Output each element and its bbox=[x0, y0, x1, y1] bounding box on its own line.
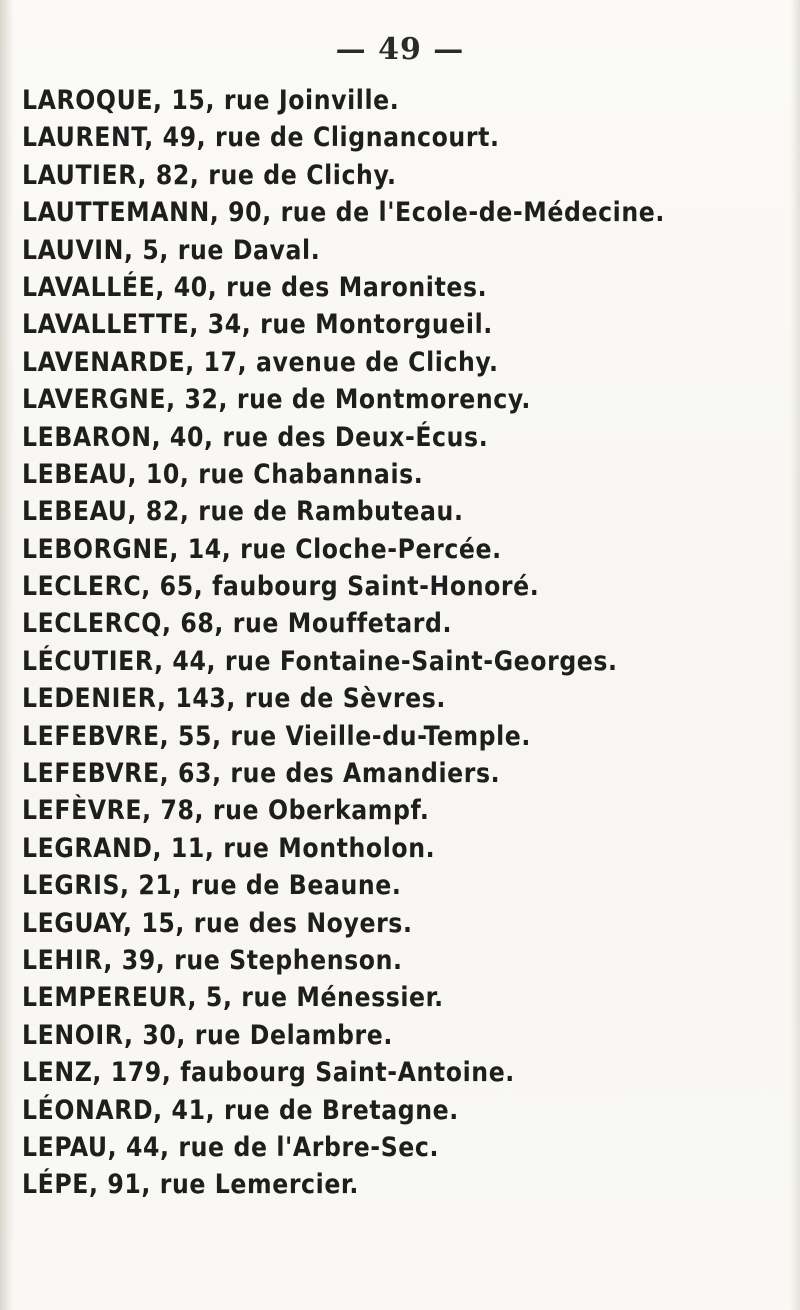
page-left-edge-shadow bbox=[0, 0, 14, 1310]
directory-list bbox=[22, 82, 671, 1204]
directory-entry: LENZ, 179, faubourg Saint-Antoine. bbox=[22, 1057, 515, 1089]
page-number: — 49 — bbox=[335, 32, 465, 67]
directory-entry: LÉONARD, 41, rue de Bretagne. bbox=[22, 1094, 459, 1126]
directory-entry: LEGRAND, 11, rue Montholon. bbox=[22, 832, 436, 864]
page-right-edge-shadow bbox=[790, 0, 800, 1310]
directory-entry: LEPAU, 44, rue de l'Arbre-Sec. bbox=[22, 1131, 440, 1163]
directory-entry: LÉCUTIER, 44, rue Fontaine-Saint-Georges. bbox=[22, 645, 618, 677]
directory-entry: LEFÈVRE, 78, rue Oberkampf. bbox=[22, 795, 430, 827]
directory-entry: LEGUAY, 15, rue des Noyers. bbox=[22, 907, 413, 939]
directory-entry: LAVERGNE, 32, rue de Montmorency. bbox=[22, 384, 531, 416]
directory-entry: LEMPEREUR, 5, rue Ménessier. bbox=[22, 982, 444, 1014]
directory-entry: LENOIR, 30, rue Delambre. bbox=[22, 1019, 393, 1051]
directory-entry: LAVALLETTE, 34, rue Montorgueil. bbox=[22, 309, 493, 341]
directory-entry: LAVALLÉE, 40, rue des Maronites. bbox=[22, 271, 488, 303]
directory-entry: LECLERC, 65, faubourg Saint-Honoré. bbox=[22, 571, 540, 603]
directory-entry: LÉPE, 91, rue Lemercier. bbox=[22, 1169, 359, 1201]
directory-entry: LEDENIER, 143, rue de Sèvres. bbox=[22, 683, 446, 715]
directory-entry: LAUVIN, 5, rue Daval. bbox=[22, 234, 321, 266]
directory-entry: LAVENARDE, 17, avenue de Clichy. bbox=[22, 346, 499, 378]
directory-entry: LEBEAU, 10, rue Chabannais. bbox=[22, 458, 424, 490]
directory-entry: LAURENT, 49, rue de Clignancourt. bbox=[22, 122, 500, 154]
directory-entry: LEFEBVRE, 63, rue des Amandiers. bbox=[22, 758, 501, 790]
directory-entry: LEGRIS, 21, rue de Beaune. bbox=[22, 870, 402, 902]
directory-entry: LEHIR, 39, rue Stephenson. bbox=[22, 944, 403, 976]
directory-entry: LEBORGNE, 14, rue Cloche-Percée. bbox=[22, 533, 502, 565]
directory-entry: LECLERCQ, 68, rue Mouffetard. bbox=[22, 608, 453, 640]
directory-entry: LEBEAU, 82, rue de Rambuteau. bbox=[22, 496, 464, 528]
directory-entry: LEBARON, 40, rue des Deux-Écus. bbox=[22, 421, 489, 453]
directory-entry: LAUTTEMANN, 90, rue de l'Ecole-de-Médecine. bbox=[22, 197, 665, 229]
directory-entry: LAUTIER, 82, rue de Clichy. bbox=[22, 159, 397, 191]
directory-entry: LAROQUE, 15, rue Joinville. bbox=[22, 85, 400, 116]
directory-entry: LEFEBVRE, 55, rue Vieille-du-Temple. bbox=[22, 720, 531, 752]
